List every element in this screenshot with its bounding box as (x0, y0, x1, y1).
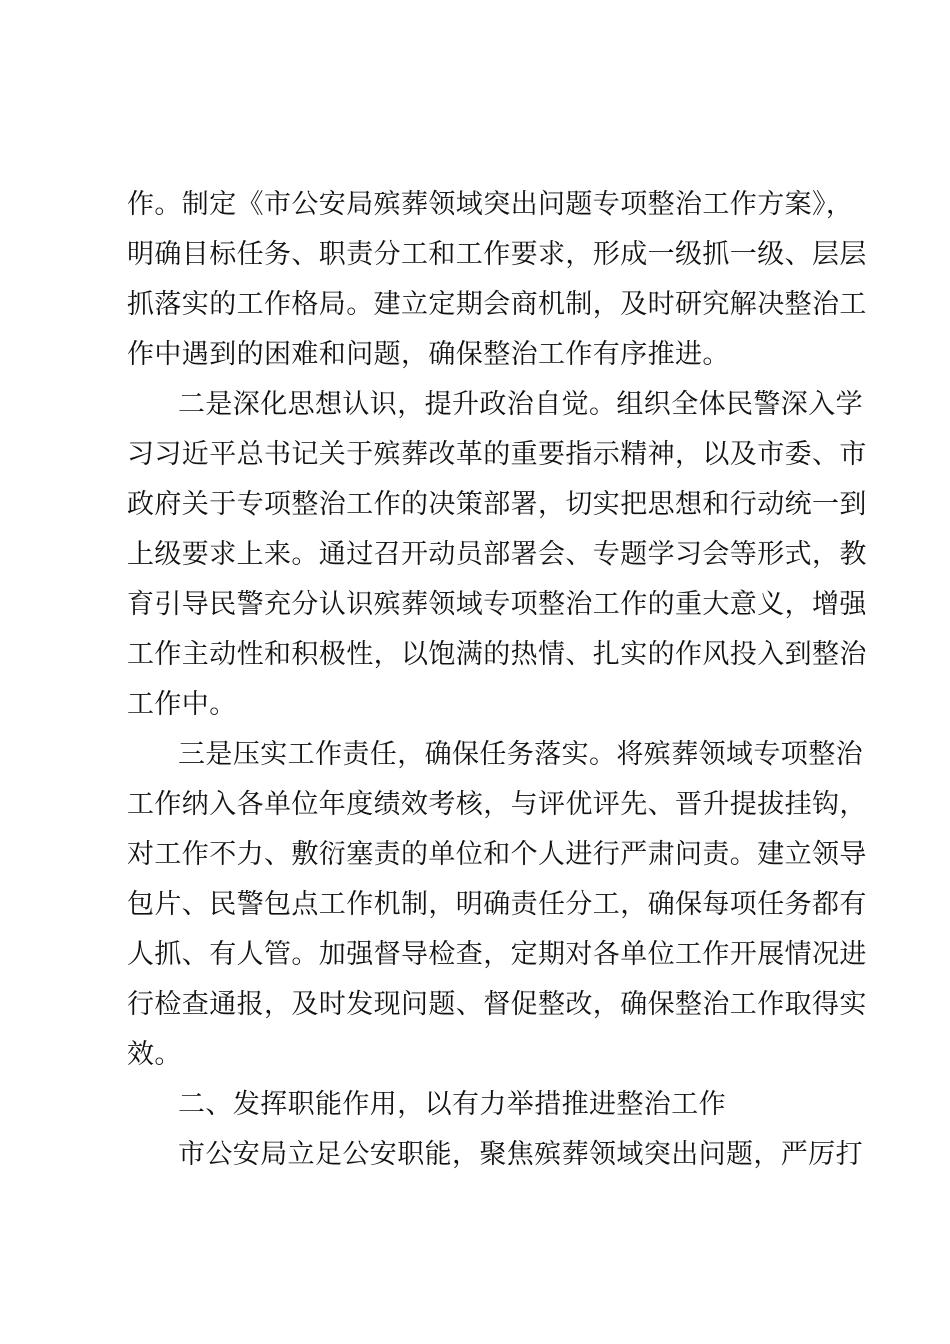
body-text-line: 明确目标任务、职责分工和工作要求，形成一级抓一级、层层 (127, 239, 867, 270)
body-text-line: 对工作不力、敷衍塞责的单位和个人进行严肃问责。建立领导 (127, 839, 867, 870)
paragraph-first-line: 二是深化思想认识，提升政治自觉。组织全体民警深入学 (178, 389, 863, 420)
body-text-line: 行检查通报，及时发现问题、督促整改，确保整治工作取得实 (127, 989, 867, 1020)
paragraph-first-line: 三是压实工作责任，确保任务落实。将殡葬领域专项整治 (178, 739, 863, 770)
body-text-line: 习习近平总书记关于殡葬改革的重要指示精神，以及市委、市 (127, 439, 867, 470)
body-text-line: 工作中。 (127, 689, 237, 720)
body-text-line: 工作主动性和积极性，以饱满的热情、扎实的作风投入到整治 (127, 639, 867, 670)
body-text-line: 效。 (127, 1039, 182, 1070)
body-text-line: 包片、民警包点工作机制，明确责任分工，确保每项任务都有 (127, 889, 867, 920)
body-text-line: 上级要求上来。通过召开动员部署会、专题学习会等形式，教 (127, 539, 867, 570)
body-text-line: 政府关于专项整治工作的决策部署，切实把思想和行动统一到 (127, 489, 867, 520)
paragraph-first-line: 市公安局立足公安职能，聚焦殡葬领域突出问题，严厉打 (178, 1139, 863, 1170)
body-text-line: 作。制定《市公安局殡葬领域突出问题专项整治工作方案》， (127, 189, 854, 220)
body-text-line: 育引导民警充分认识殡葬领域专项整治工作的重大意义，增强 (127, 589, 867, 620)
body-text-line: 作中遇到的困难和问题，确保整治工作有序推进。 (127, 339, 730, 370)
body-text-line: 抓落实的工作格局。建立定期会商机制，及时研究解决整治工 (127, 289, 867, 320)
body-text-line: 工作纳入各单位年度绩效考核，与评优评先、晋升提拔挂钩， (127, 789, 867, 820)
section-heading: 二、发挥职能作用，以有力举措推进整治工作 (178, 1089, 726, 1120)
body-text-line: 人抓、有人管。加强督导检查，定期对各单位工作开展情况进 (127, 939, 867, 970)
